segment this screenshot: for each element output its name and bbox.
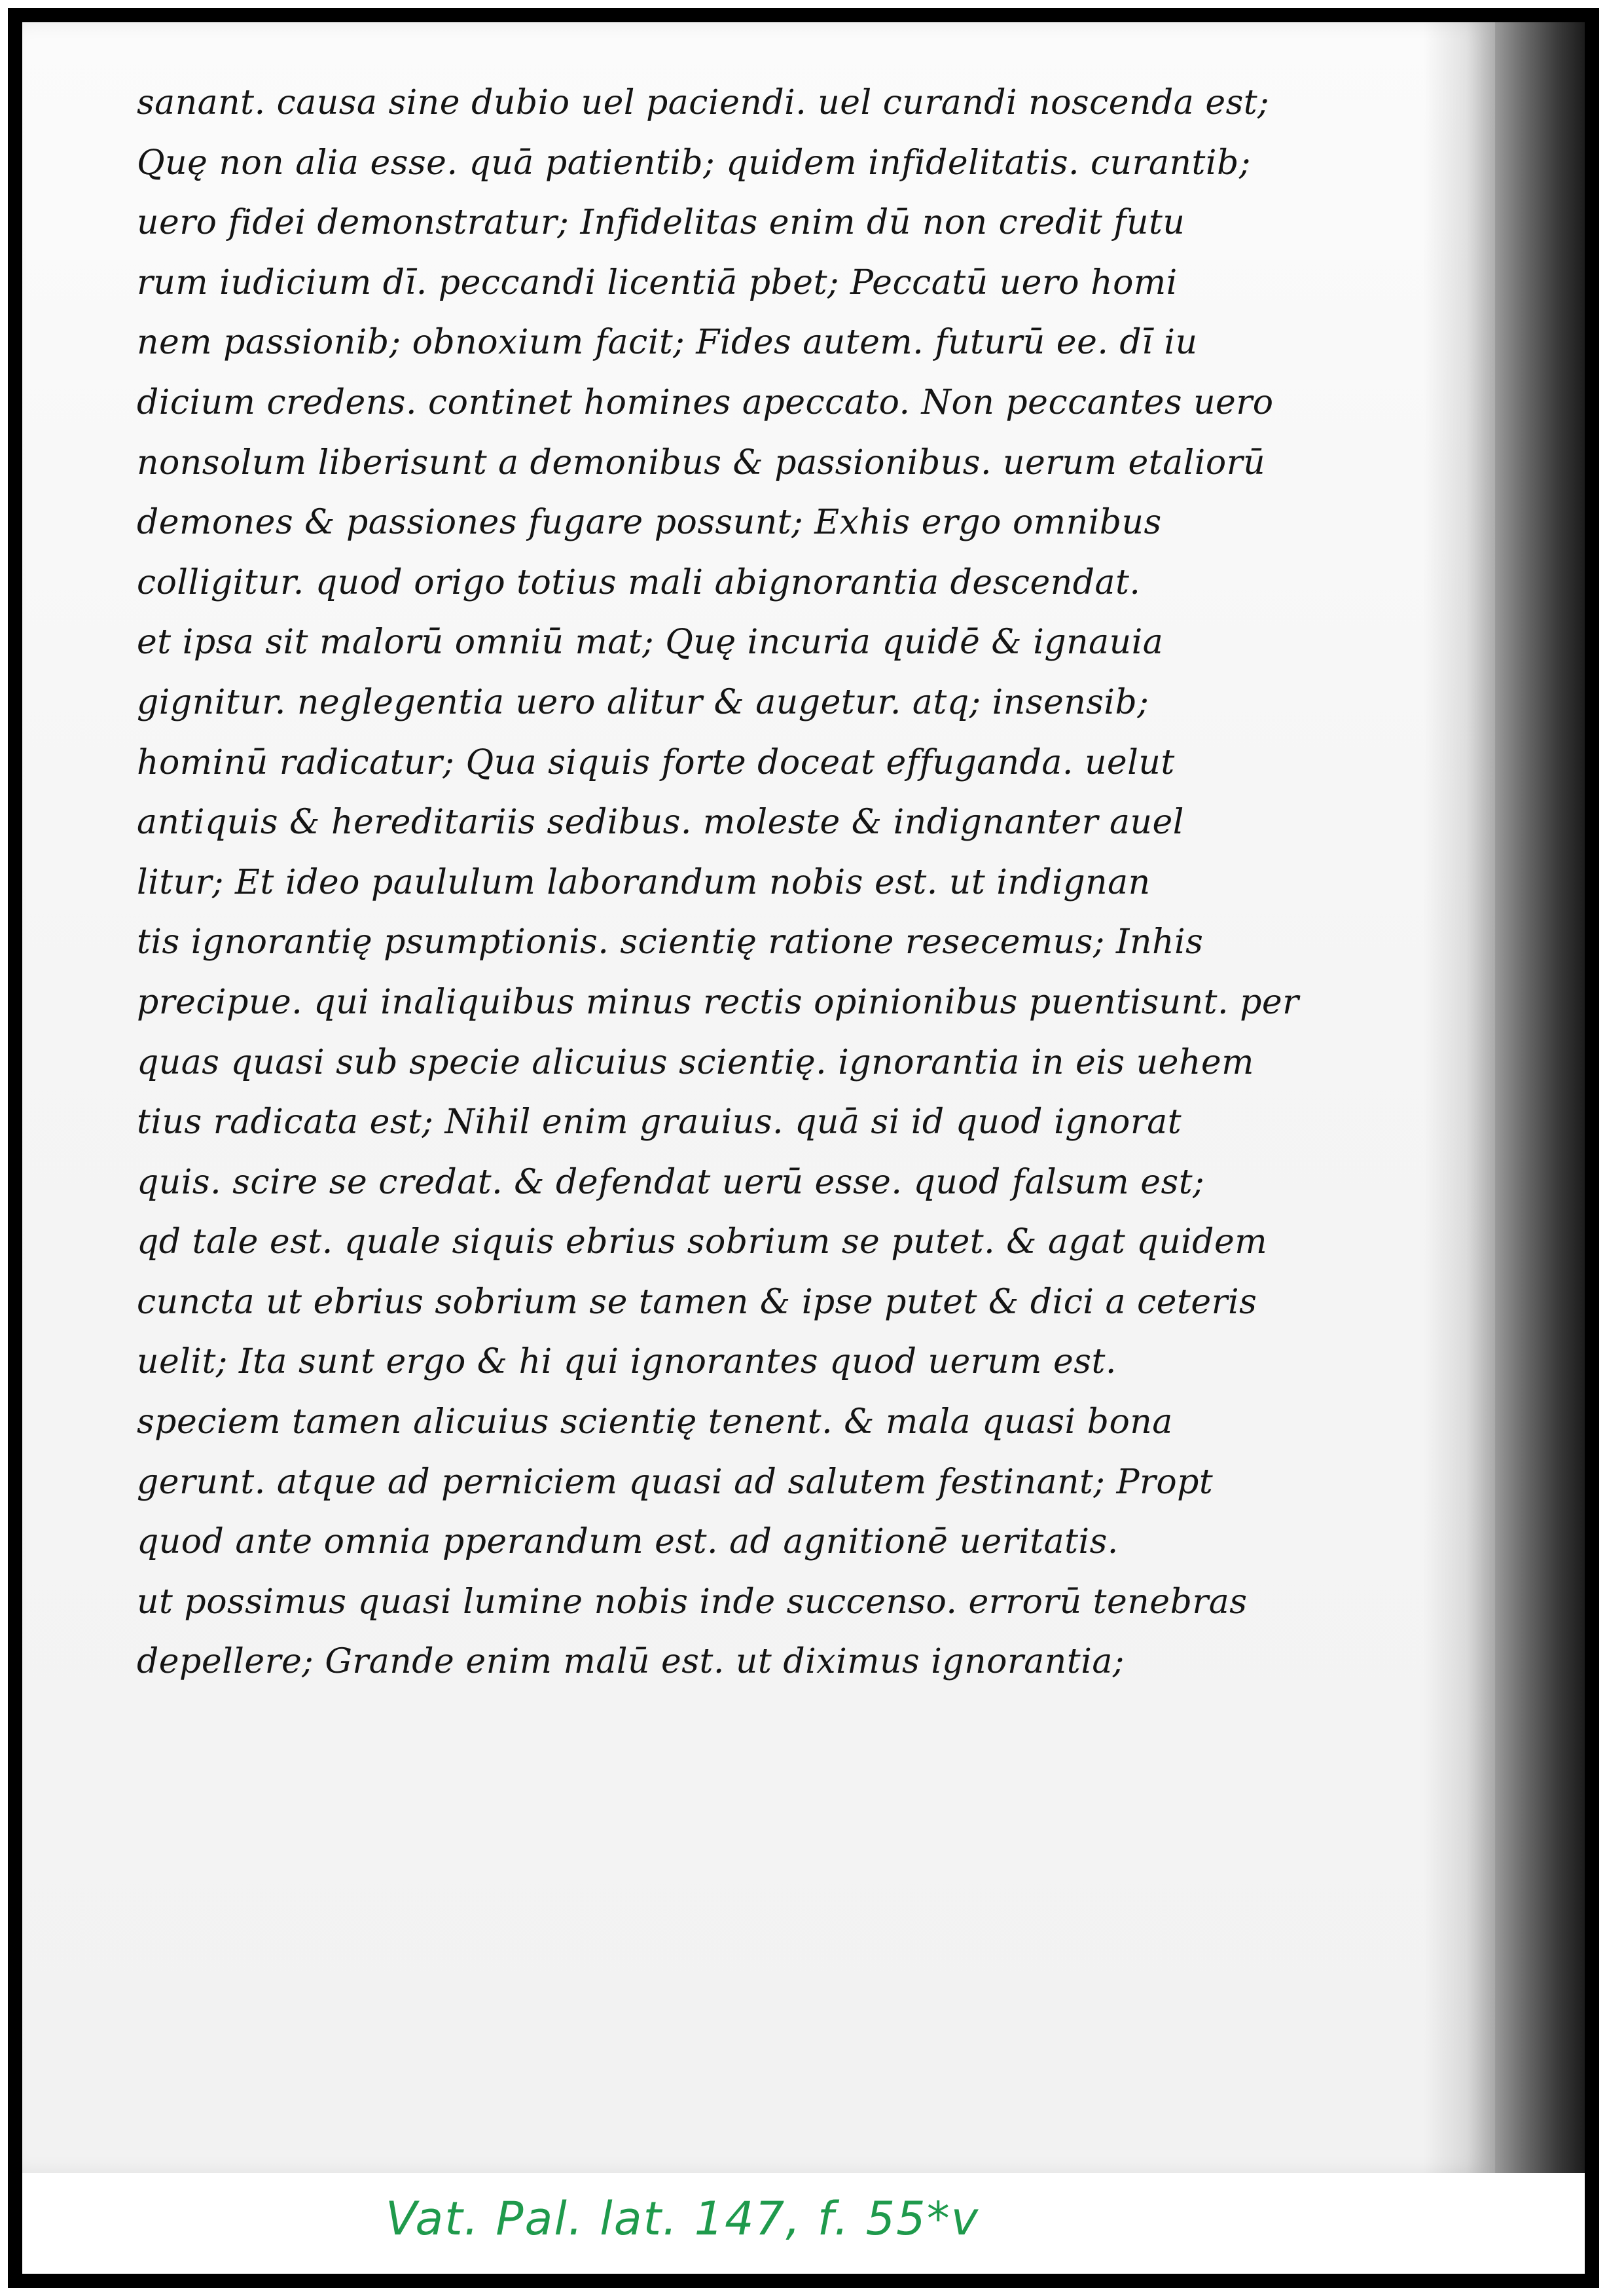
manuscript-line: precipue. qui inaliquibus minus rectis opinionibus puentisunt. per xyxy=(137,982,1299,1022)
binding-edge xyxy=(1495,22,1585,2173)
manuscript-line: qd tale est. quale siquis ebrius sobrium se putet. & agat quidem xyxy=(137,1222,1268,1262)
photo-frame xyxy=(8,8,1599,2288)
shelfmark-annotation: Vat. Pal. lat. 147, f. 55*v xyxy=(386,2192,980,2246)
manuscript-line: depellere; Grande enim malū est. ut diximus ignorantia; xyxy=(137,1642,1125,1682)
manuscript-line: gignitur. neglegentia uero alitur & augetur. atq; insensib; xyxy=(137,682,1149,722)
manuscript-line: sanant. causa sine dubio uel paciendi. uel curandi noscenda est; xyxy=(137,83,1270,122)
manuscript-text-block xyxy=(137,73,1453,1692)
manuscript-line: antiquis & hereditariis sedibus. moleste & indignanter auel xyxy=(137,803,1184,843)
manuscript-line: Quę non alia esse. quā patientib; quidem infidelitatis. curantib; xyxy=(137,143,1251,183)
manuscript-line: litur; Et ideo paululum laborandum nobis est. ut indignan xyxy=(137,862,1151,902)
manuscript-line: dicium credens. continet homines apeccato. Non peccantes uero xyxy=(137,382,1274,422)
manuscript-line: cuncta ut ebrius sobrium se tamen & ipse putet & dici a ceteris xyxy=(137,1282,1257,1322)
manuscript-line: quis. scire se credat. & defendat uerū esse. quod falsum est; xyxy=(137,1162,1205,1202)
manuscript-line: ut possimus quasi lumine nobis inde succenso. errorū tenebras xyxy=(137,1582,1248,1622)
manuscript-line: uero fidei demonstratur; Infidelitas enim dū non credit futu xyxy=(137,203,1185,243)
manuscript-line: tius radicata est; Nihil enim grauius. quā si id quod ignorat xyxy=(137,1102,1182,1142)
manuscript-line: demones & passiones fugare possunt; Exhis ergo omnibus xyxy=(137,503,1162,543)
manuscript-line: colligitur. quod origo totius mali abignorantia descendat. xyxy=(137,562,1141,602)
manuscript-line: speciem tamen alicuius scientię tenent. & mala quasi bona xyxy=(137,1402,1173,1442)
manuscript-line: gerunt. atque ad perniciem quasi ad salutem festinant; Propt xyxy=(137,1462,1214,1502)
manuscript-line: nem passionib; obnoxium facit; Fides autem. futurū ee. dī iu xyxy=(137,323,1198,363)
manuscript-line: quas quasi sub specie alicuius scientię. ignorantia in eis uehem xyxy=(137,1042,1254,1082)
manuscript-line: et ipsa sit malorū omniū mat; Quę incuria quidē & ignauia xyxy=(137,623,1164,663)
manuscript-photograph xyxy=(22,22,1585,2274)
manuscript-line: nonsolum liberisunt a demonibus & passionibus. uerum etaliorū xyxy=(137,443,1266,483)
manuscript-line: hominū radicatur; Qua siquis forte doceat effuganda. uelut xyxy=(137,742,1175,782)
manuscript-line: quod ante omnia pperandum est. ad agnitionē ueritatis. xyxy=(137,1522,1119,1562)
manuscript-line: uelit; Ita sunt ergo & hi qui ignorantes quod uerum est. xyxy=(137,1342,1117,1382)
manuscript-folio xyxy=(22,22,1495,2173)
manuscript-line: rum iudicium dī. peccandi licentiā pbet; Peccatū uero homi xyxy=(137,263,1178,302)
manuscript-line: tis ignorantię psumptionis. scientię ratione resecemus; Inhis xyxy=(137,922,1204,962)
